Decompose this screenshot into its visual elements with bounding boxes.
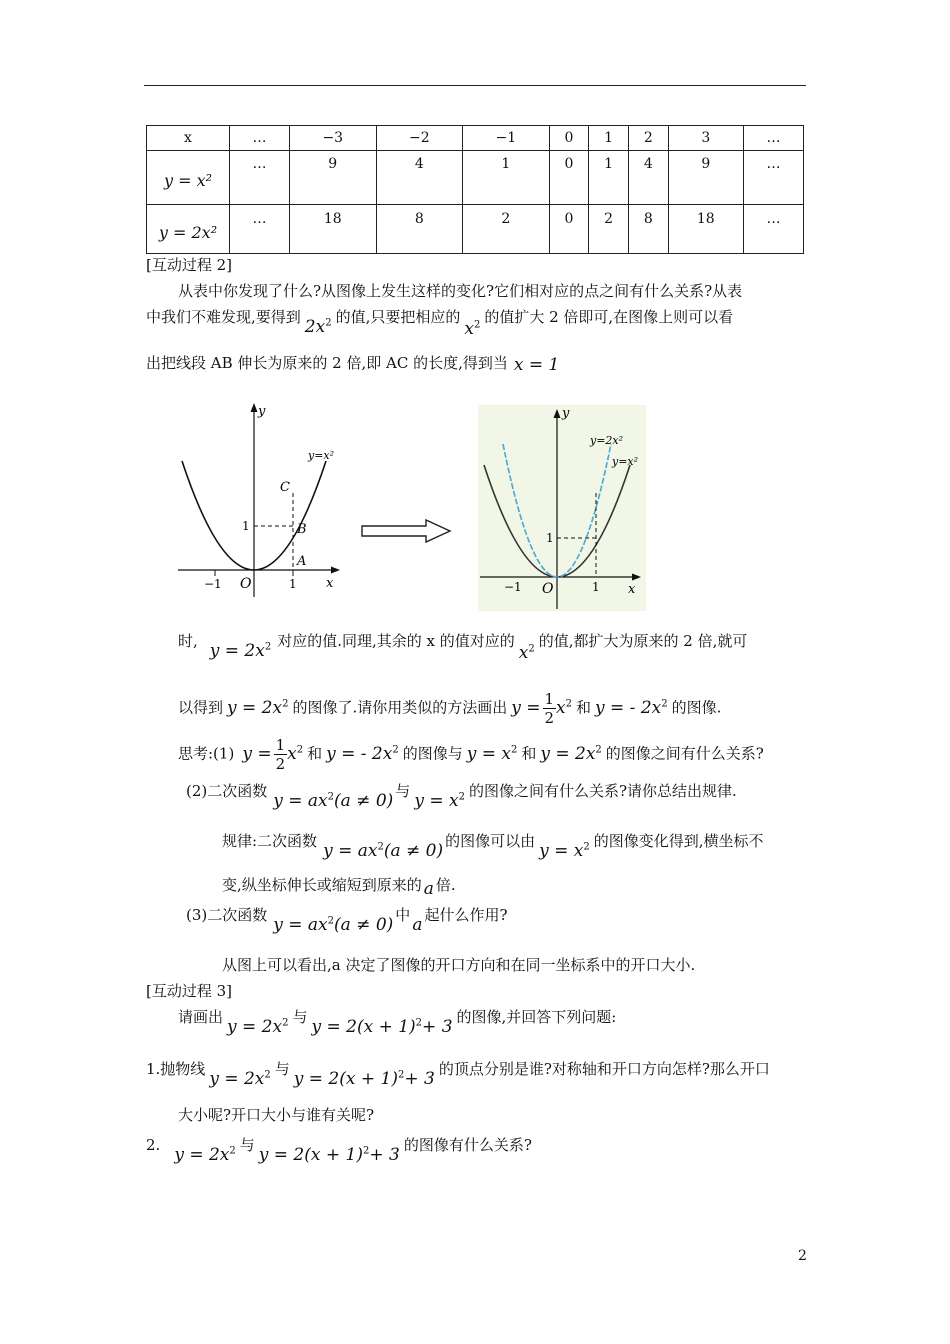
paragraph-line: 大小呢?开口大小与谁有关呢? (178, 1106, 375, 1124)
paragraph-line: 思考:(1) y = $\frac{1}{2}$ $x^2$ 和 y = - $2x^2$ 的图像与 $y = x^2$ 和 $y = 2x^2$ 的图像之间有什么关系? (178, 736, 764, 773)
table-cell: … (230, 205, 290, 254)
table-cell: … (743, 205, 803, 254)
page-number: 2 (798, 1248, 807, 1264)
transform-arrow-icon (360, 518, 452, 544)
paragraph-line: (3)二次函数 $y = ax^2(a \ne 0)$ 中 a 起什么作用? (186, 906, 508, 935)
value-table (146, 125, 804, 254)
x-axis-arrow (331, 567, 340, 574)
table-cell: 18 (668, 205, 743, 254)
point-a-label: A (297, 554, 307, 569)
paragraph-line: 出把线段 AB 伸长为原来的 2 倍,即 AC 的长度,得到当 x = 1 (146, 354, 560, 375)
row-label: y = 2x² (147, 205, 230, 254)
section-heading: [互动过程 2] (146, 256, 233, 274)
table-cell: 0 (549, 205, 589, 254)
tick-label-neg1: −1 (504, 580, 522, 594)
table-row (147, 151, 804, 205)
table-header-cell: 1 (589, 126, 629, 151)
tick-label-y1: 1 (546, 531, 554, 545)
origin-label: O (542, 581, 554, 597)
table-header-row (147, 126, 804, 151)
table-header-cell: −1 (463, 126, 550, 151)
list-item: 2. $y = 2x^2$ 与 $y = 2(x + 1)^2+ 3$ 的图像有什么关系? (146, 1136, 532, 1165)
tick-label-1: 1 (289, 577, 297, 591)
paragraph-line: 规律:二次函数 $y = ax^2(a \ne 0)$ 的图像可以由 $y = x^2$ 的图像变化得到,横坐标不 (222, 832, 764, 861)
fraction-one-half: $\frac{1}{2}$ (275, 736, 286, 773)
paragraph-line: 请画出 $y = 2x^2$ 与 $y = 2(x + 1)^2+ 3$ 的图像,并回答下列问题: (178, 1008, 617, 1037)
table-header-cell: 3 (668, 126, 743, 151)
table-cell: 8 (376, 205, 463, 254)
fraction-one-half: $\frac{1}{2}$ (544, 690, 555, 727)
table-header-cell: x (147, 126, 230, 151)
tick-label-1: 1 (592, 580, 600, 594)
header-rule (144, 85, 806, 86)
table-cell: 9 (668, 151, 743, 205)
curve-label: y=x² (308, 449, 335, 462)
table-cell: 9 (289, 151, 376, 205)
table-header-cell: 0 (549, 126, 589, 151)
x-axis-label: x (326, 576, 334, 591)
table-header-cell: … (743, 126, 803, 151)
table-cell: 0 (549, 151, 589, 205)
origin-label: O (240, 576, 252, 592)
table-cell: … (230, 151, 290, 205)
paragraph-line: 从图上可以看出,a 决定了图像的开口方向和在同一坐标系中的开口大小. (222, 956, 696, 974)
curve-label-2x2: y=2x² (590, 434, 624, 447)
table-cell: 4 (376, 151, 463, 205)
tick-label-neg1: −1 (204, 577, 222, 591)
paragraph-line: 以得到 $y = 2x^2$ 的图像了.请你用类似的方法画出 y = $\frac{1}{2}$ $x^2$ 和 y = - $2x^2$ 的图像. (178, 690, 722, 727)
table-cell: 2 (589, 205, 629, 254)
table-cell: 2 (463, 205, 550, 254)
table-header-cell: −3 (289, 126, 376, 151)
paragraph-line: (2)二次函数 $y = ax^2(a \ne 0)$ 与 $y = x^2$ 的图像之间有什么关系?请你总结出规律. (186, 782, 737, 811)
row-label: y = x² (147, 151, 230, 205)
tick-label-y1: 1 (242, 519, 250, 533)
table-header-cell: 2 (628, 126, 668, 151)
table-row (147, 205, 804, 254)
graph-right (478, 405, 646, 611)
table-cell: … (743, 151, 803, 205)
paragraph-line: 时, $y = 2x^2$ 对应的值.同理,其余的 x 的值对应的$x^2$ 的值,都扩大为原来的 2 倍,就可 (178, 632, 748, 663)
paragraph-line: 中我们不难发现,要得到 $2x^2$ 的值,只要把相应的$x^2$ 的值扩大 2 倍即可,在图像上则可以看 (146, 308, 734, 339)
list-item: 1.抛物线 $y = 2x^2$ 与 $y = 2(x + 1)^2+ 3$ 的顶点分别是谁?对称轴和开口方向怎样?那么开口 (146, 1060, 770, 1089)
table-cell: 1 (589, 151, 629, 205)
x-axis-label: x (628, 582, 636, 597)
section-heading: [互动过程 3] (146, 982, 233, 1000)
table-header-cell: −2 (376, 126, 463, 151)
y-axis-arrow (251, 403, 258, 412)
y-axis-label: y (258, 404, 266, 419)
table-cell: 4 (628, 151, 668, 205)
table-cell: 8 (628, 205, 668, 254)
table-cell: 18 (289, 205, 376, 254)
paragraph-line: 从表中你发现了什么?从图像上发生这样的变化?它们相对应的点之间有什么关系?从表 (178, 282, 743, 300)
point-c-label: C (280, 480, 290, 495)
table-header-cell: … (230, 126, 290, 151)
curve-label-x2: y=x² (612, 455, 639, 468)
point-b-label: B (297, 522, 307, 537)
y-axis-label: y (562, 406, 570, 421)
graph-left (170, 395, 350, 605)
table-cell: 1 (463, 151, 550, 205)
paragraph-line: 变,纵坐标伸长或缩短到原来的 a 倍. (222, 876, 456, 899)
